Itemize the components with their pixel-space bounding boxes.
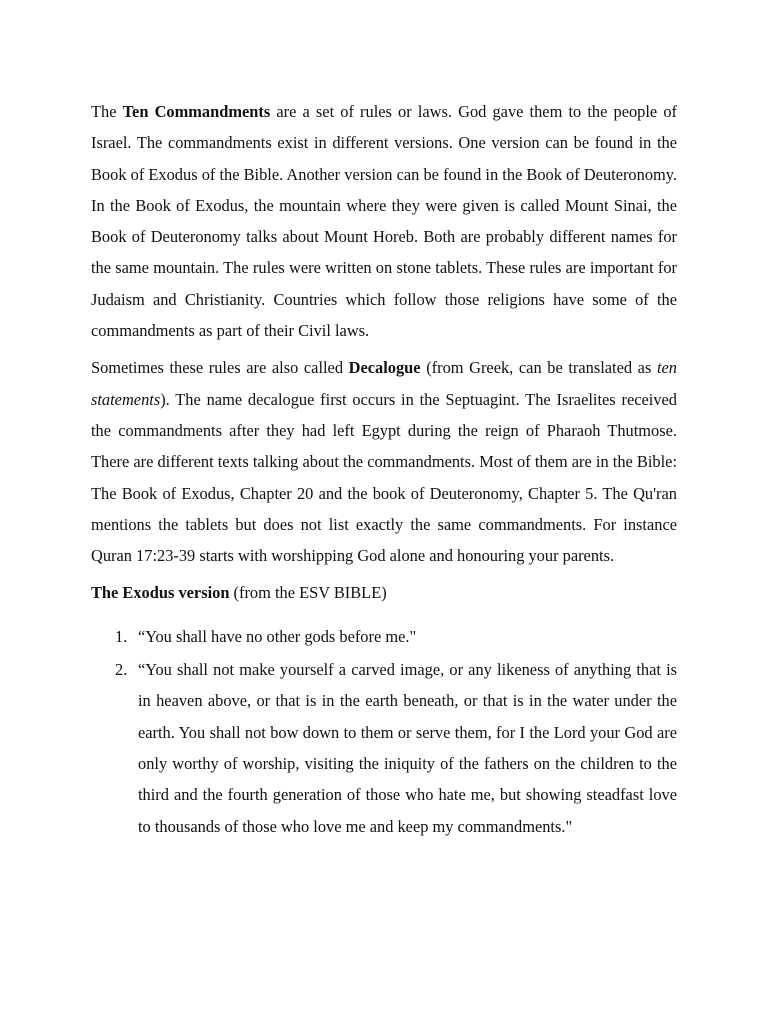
list-item-text: “You shall have no other gods before me."	[138, 626, 417, 646]
commandments-list	[91, 621, 677, 842]
paragraph-text: ). The name decalogue first occurs in the Septuagint. The Israelites received the commandments after they had left Egypt during the reign of Pharaoh Thutmose. There are different texts talking about the commandments. Most of them are in the Bible: The Book of Exodus, Chapter 20 and the book of Deuteronomy, Chapter 5. The Qu'ran mentions the tablets but does not list exactly the same commandments. For instance Quran 17:23-39 starts with worshipping God alone and honouring your parents.	[91, 389, 677, 566]
list-item	[91, 654, 677, 842]
paragraph-ten-commandments	[91, 96, 677, 346]
paragraph-text: The	[91, 102, 123, 121]
section-heading-title: The Exodus version	[91, 583, 230, 603]
paragraph-text: (from Greek, can be translated as	[420, 358, 657, 378]
list-item-text: “You shall not make yourself a carved image, or any likeness of anything that is in heaven above, or that is in the earth beneath, or that is in the water under the earth. You shall not bow down to them or serve them, for I the Lord your God are only worthy of worship, visiting the iniquity of the fathers on the children to the third and the fourth generation of those who hate me, but showing steadfast love to thousands of those who love me and keep my commandments."	[138, 660, 677, 836]
paragraph-decalogue	[91, 352, 677, 571]
list-item-number: 2.	[115, 660, 128, 680]
section-heading	[91, 577, 677, 608]
paragraph-text: are a set of rules or laws. God gave them to the people of Israel. The commandments exist in different versions. One version can be found in the Book of Exodus of the Bible. Another version can be found in the Book of Deuteronomy. In the Book of Exodus, the mountain where they were given is called Mount Sinai, the Book of Deuteronomy talks about Mount Horeb. Both are probably different names for the same mountain. The rules were written on stone tablets. These rules are important for Judaism and Christianity. Countries which follow those religions have some of the commandments as part of their Civil laws.	[91, 102, 677, 341]
term-ten-statements: ten statements	[91, 358, 677, 409]
list-item	[91, 621, 677, 652]
term-ten-commandments: Ten Commandments	[122, 102, 271, 121]
term-decalogue: Decalogue	[348, 358, 421, 378]
paragraph-text: Sometimes these rules are also called	[91, 358, 349, 378]
list-item-number: 1.	[115, 626, 128, 646]
section-heading-source: (from the ESV BIBLE)	[229, 583, 387, 603]
document-page	[91, 96, 677, 842]
